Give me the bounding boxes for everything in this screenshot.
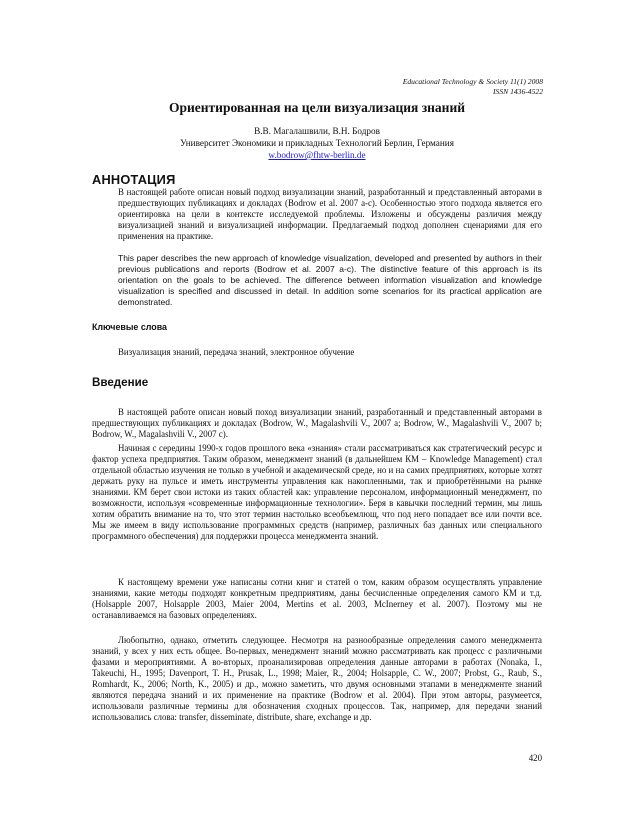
authors: В.В. Магалашвили, В.Н. Бодров: [254, 126, 380, 136]
email-link[interactable]: w.bodrow@fhtw-berlin.de: [268, 150, 366, 160]
journal-citation: Educational Technology & Society 11(1) 2008: [402, 77, 543, 86]
intro-heading: Введение: [92, 376, 149, 389]
paragraph-text: В настоящей работе описан новый поход визуализации знаний, разработанный и представленный авторами в предшествующих публикациях и докладах (Bodrow, W., Magalashvili V., 2007 a; Bodrow, W., Magalashvili V., 2007 b; Bodrow, W., Magalashvili V., 2007 c).: [92, 407, 542, 440]
paragraph-text: Начиная с середины 1990-х годов прошлого века «знания» стали рассматриваться как стратегический ресурс и фактор успеха предприятия. Таким образом, менеджмент знаний (в дальнейшем КМ – Knowledge Management) стал отдельной областью изучения не только в учебной и академической среде, но и на самих предприятиях, которые хотят держать руку на пульсе и иметь инструменты управления как накопленными, так и приобретёнными на рынке знаниями. КМ берет свои истоки из таких областей как: управление персоналом, информационный менеджмент, по возможности, используя «современные информационные технологии». Беря в кавычки последний термин, мы лишь хотим обратить внимание на то, что этот термин настолько всеобъемлющ, что под него попадает все или почти все. Мы же имеем в виду использование программных средств (например, различных баз данных или специального программного обеспечения) для поддержки процесса менеджмента знаний.: [92, 443, 542, 542]
affiliation: Университет Экономики и прикладных Технологий Берлин, Германия: [180, 138, 454, 148]
abstract-heading: АННОТАЦИЯ: [92, 172, 176, 187]
intro-paragraph-3: [92, 577, 542, 621]
issn: ISSN 1436-4522: [493, 87, 543, 96]
paragraph-text: Любопытно, однако, отметить следующее. Несмотря на разнообразные определения самого менеджмента знаний, у всех у них есть общее. Во-первых, менеджмент знаний можно рассматривать как процесс с различными фазами и мероприятиями. А во-вторых, проанализировав определения данные авторами в работах (Nonaka, I., Takeuchi, H., 1995; Davenport, T. H., Prusak, L., 1998; Maier, R., 2004; Holsapple, C. W., 2007; Probst, G., Raub, S., Romhardt, K., 2006; North, K., 2005) и др., можно заметить, что двумя основными этапами в менеджменте знаний являются передача знаний и их применение на практике (Bodrow et al. 2004). При этом авторы, разумеется, использовали различные термины для обозначения сходных процессов. Так, например, для передачи знаний использовались слова: transfer, disseminate, distribute, share, exchange и др.: [92, 635, 542, 723]
abstract-russian: В настоящей работе описан новый подход визуализации знаний, разработанный и представленный авторами в предшествующих публикациях и докладах (Bodrow et al. 2007 a-c). Особенностью этого подхода является его ориентировка на цели в контексте исследуемой проблемы. Изложены и обсуждены различия между визуализацией знаний и визуализацией информации. Предлагаемый подход дополнен сценариями для его применения на практике.: [118, 187, 542, 242]
paper-title: Ориентированная на цели визуализация знаний: [168, 100, 466, 115]
keywords-text: Визуализация знаний, передача знаний, электронное обучение: [118, 347, 355, 357]
keywords-heading: Ключевые слова: [92, 322, 167, 332]
page-number: 420: [528, 753, 542, 763]
intro-paragraph-4: [92, 635, 542, 723]
intro-paragraph-1: [92, 407, 542, 440]
abstract-english: This paper describes the new approach of knowledge visualization, developed and presented by authors in their previous publications and reports (Bodrow et al. 2007 a-c). The distinctive feature of this approach is its orientation on the goals to be achieved. The difference between information visualization and knowledge visualization is specified and discussed in detail. In addition some scenarios for its practical application are demonstrated.: [118, 253, 542, 308]
intro-paragraph-2: [92, 443, 542, 542]
paragraph-text: К настоящему времени уже написаны сотни книг и статей о том, каким образом осуществлять управление знаниями, какие методы подходят конкретным предприятиям, даны бесчисленные определения самого КМ и т.д. (Holsapple 2007, Holsapple 2003, Maier 2004, Mertins et al. 2003, McInerney et al. 2007). Поэтому мы не останавливаемся на базовых определениях.: [92, 577, 542, 621]
